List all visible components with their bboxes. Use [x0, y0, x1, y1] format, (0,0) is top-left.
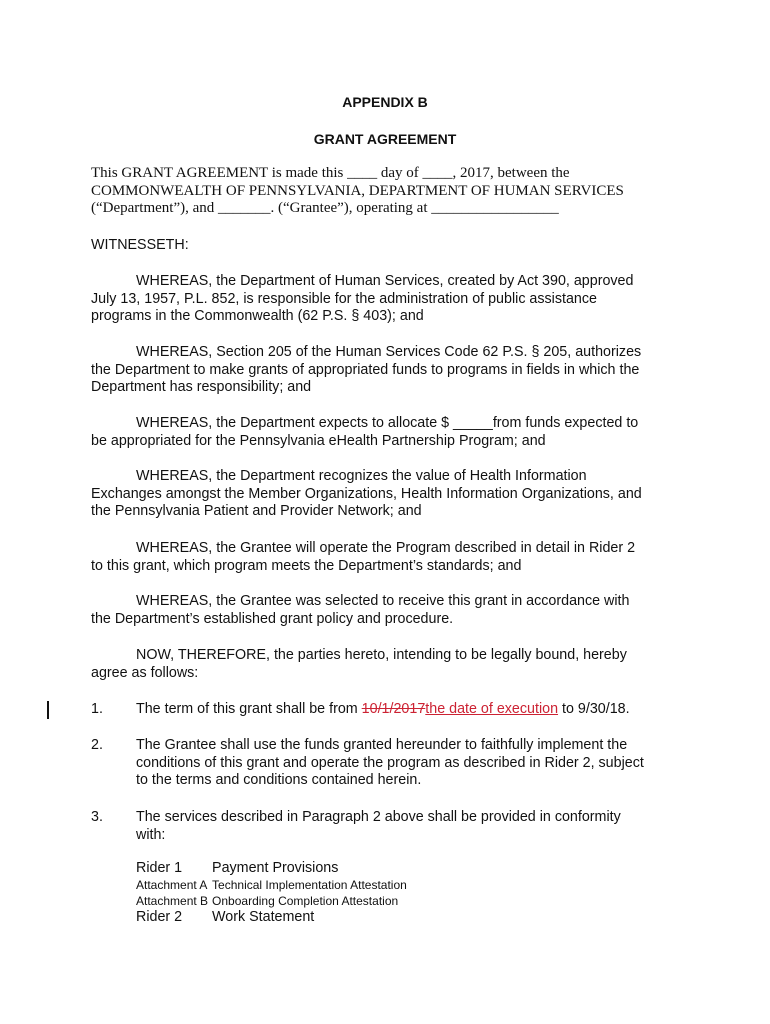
witnesseth-label: WITNESSETH:	[91, 237, 189, 253]
rider-key: Rider 2	[136, 909, 183, 925]
document-title: GRANT AGREEMENT	[313, 131, 457, 147]
item-number: 3.	[91, 809, 103, 825]
whereas-line: to this grant, which program meets the Department’s standards; and	[91, 557, 522, 574]
whereas-line: WHEREAS, Section 205 of the Human Services Code 62 P.S. § 205, authorizes	[136, 344, 642, 360]
item-1-text	[136, 701, 630, 719]
intro-line: (“Department”), and _______. (“Grantee”), operating at _________________	[91, 200, 559, 216]
whereas-line: WHEREAS, the Grantee was selected to receive this grant in accordance with	[136, 593, 630, 609]
whereas-paragraph	[91, 593, 629, 628]
intro-line: This GRANT AGREEMENT is made this ____ day of ____, 2017, between the	[91, 165, 570, 181]
item-line: The services described in Paragraph 2 above shall be provided in conformity	[136, 809, 621, 825]
rider-value: Work Statement	[212, 909, 315, 925]
rider-key: Attachment A	[136, 878, 208, 892]
whereas-paragraph	[91, 540, 635, 575]
whereas-paragraph	[91, 273, 633, 326]
item-number: 1.	[91, 701, 103, 717]
whereas-line: WHEREAS, the Department of Human Services, created by Act 390, approved	[136, 273, 634, 289]
item-line: to the terms and conditions contained herein.	[136, 772, 422, 789]
rider-list	[136, 860, 407, 926]
item-line: conditions of this grant and operate the program as described in Rider 2, subject	[136, 754, 644, 771]
whereas-line: July 13, 1957, P.L. 852, is responsible for the administration of public assistance	[91, 290, 597, 307]
rider-key: Rider 1	[136, 860, 183, 876]
whereas-line: be appropriated for the Pennsylvania eHealth Partnership Program; and	[91, 432, 546, 449]
whereas-paragraph	[91, 344, 641, 397]
whereas-line: Department has responsibility; and	[91, 379, 312, 396]
intro-line: COMMONWEALTH OF PENNSYLVANIA, DEPARTMENT OF HUMAN SERVICES	[91, 182, 624, 199]
now-therefore-line: NOW, THEREFORE, the parties hereto, intending to be legally bound, hereby	[136, 647, 627, 663]
now-therefore-paragraph	[91, 647, 627, 682]
whereas-paragraph	[91, 468, 642, 521]
item-1-suffix: to 9/30/18.	[558, 701, 630, 717]
rider-value: Onboarding Completion Attestation	[212, 894, 399, 908]
item-3-text	[136, 809, 621, 844]
whereas-line: the Department to make grants of appropriated funds to programs in fields in which the	[91, 361, 640, 378]
whereas-line: WHEREAS, the Grantee will operate the Program described in detail in Rider 2	[136, 540, 636, 556]
item-number: 2.	[91, 737, 103, 753]
rider-value: Payment Provisions	[212, 860, 339, 876]
tracked-insertion: the date of execution	[425, 701, 559, 717]
whereas-line: WHEREAS, the Department recognizes the value of Health Information	[136, 468, 587, 484]
rider-row	[136, 860, 407, 877]
item-line: The Grantee shall use the funds granted hereunder to faithfully implement the	[136, 737, 628, 753]
rider-row	[136, 909, 407, 926]
intro-paragraph	[91, 165, 691, 218]
whereas-line: the Department’s established grant policy and procedure.	[91, 610, 454, 627]
now-therefore-line: agree as follows:	[91, 664, 199, 681]
rider-key: Attachment B	[136, 894, 209, 908]
rider-row	[136, 893, 407, 909]
appendix-heading: APPENDIX B	[342, 94, 428, 110]
rider-row	[136, 877, 407, 893]
item-line: with:	[136, 826, 166, 843]
item-2-text	[136, 737, 644, 790]
revision-change-bar	[47, 701, 49, 719]
rider-value: Technical Implementation Attestation	[212, 878, 407, 892]
whereas-line: the Pennsylvania Patient and Provider Network; and	[91, 503, 422, 520]
whereas-paragraph	[91, 415, 638, 450]
whereas-line: programs in the Commonwealth (62 P.S. § 403); and	[91, 308, 424, 325]
item-1-prefix: The term of this grant shall be from	[136, 701, 362, 717]
tracked-deletion: 10/1/2017	[361, 701, 426, 717]
whereas-line: WHEREAS, the Department expects to allocate $ _____from funds expected to	[136, 415, 639, 431]
whereas-line: Exchanges amongst the Member Organizations, Health Information Organizations, and	[91, 485, 642, 502]
